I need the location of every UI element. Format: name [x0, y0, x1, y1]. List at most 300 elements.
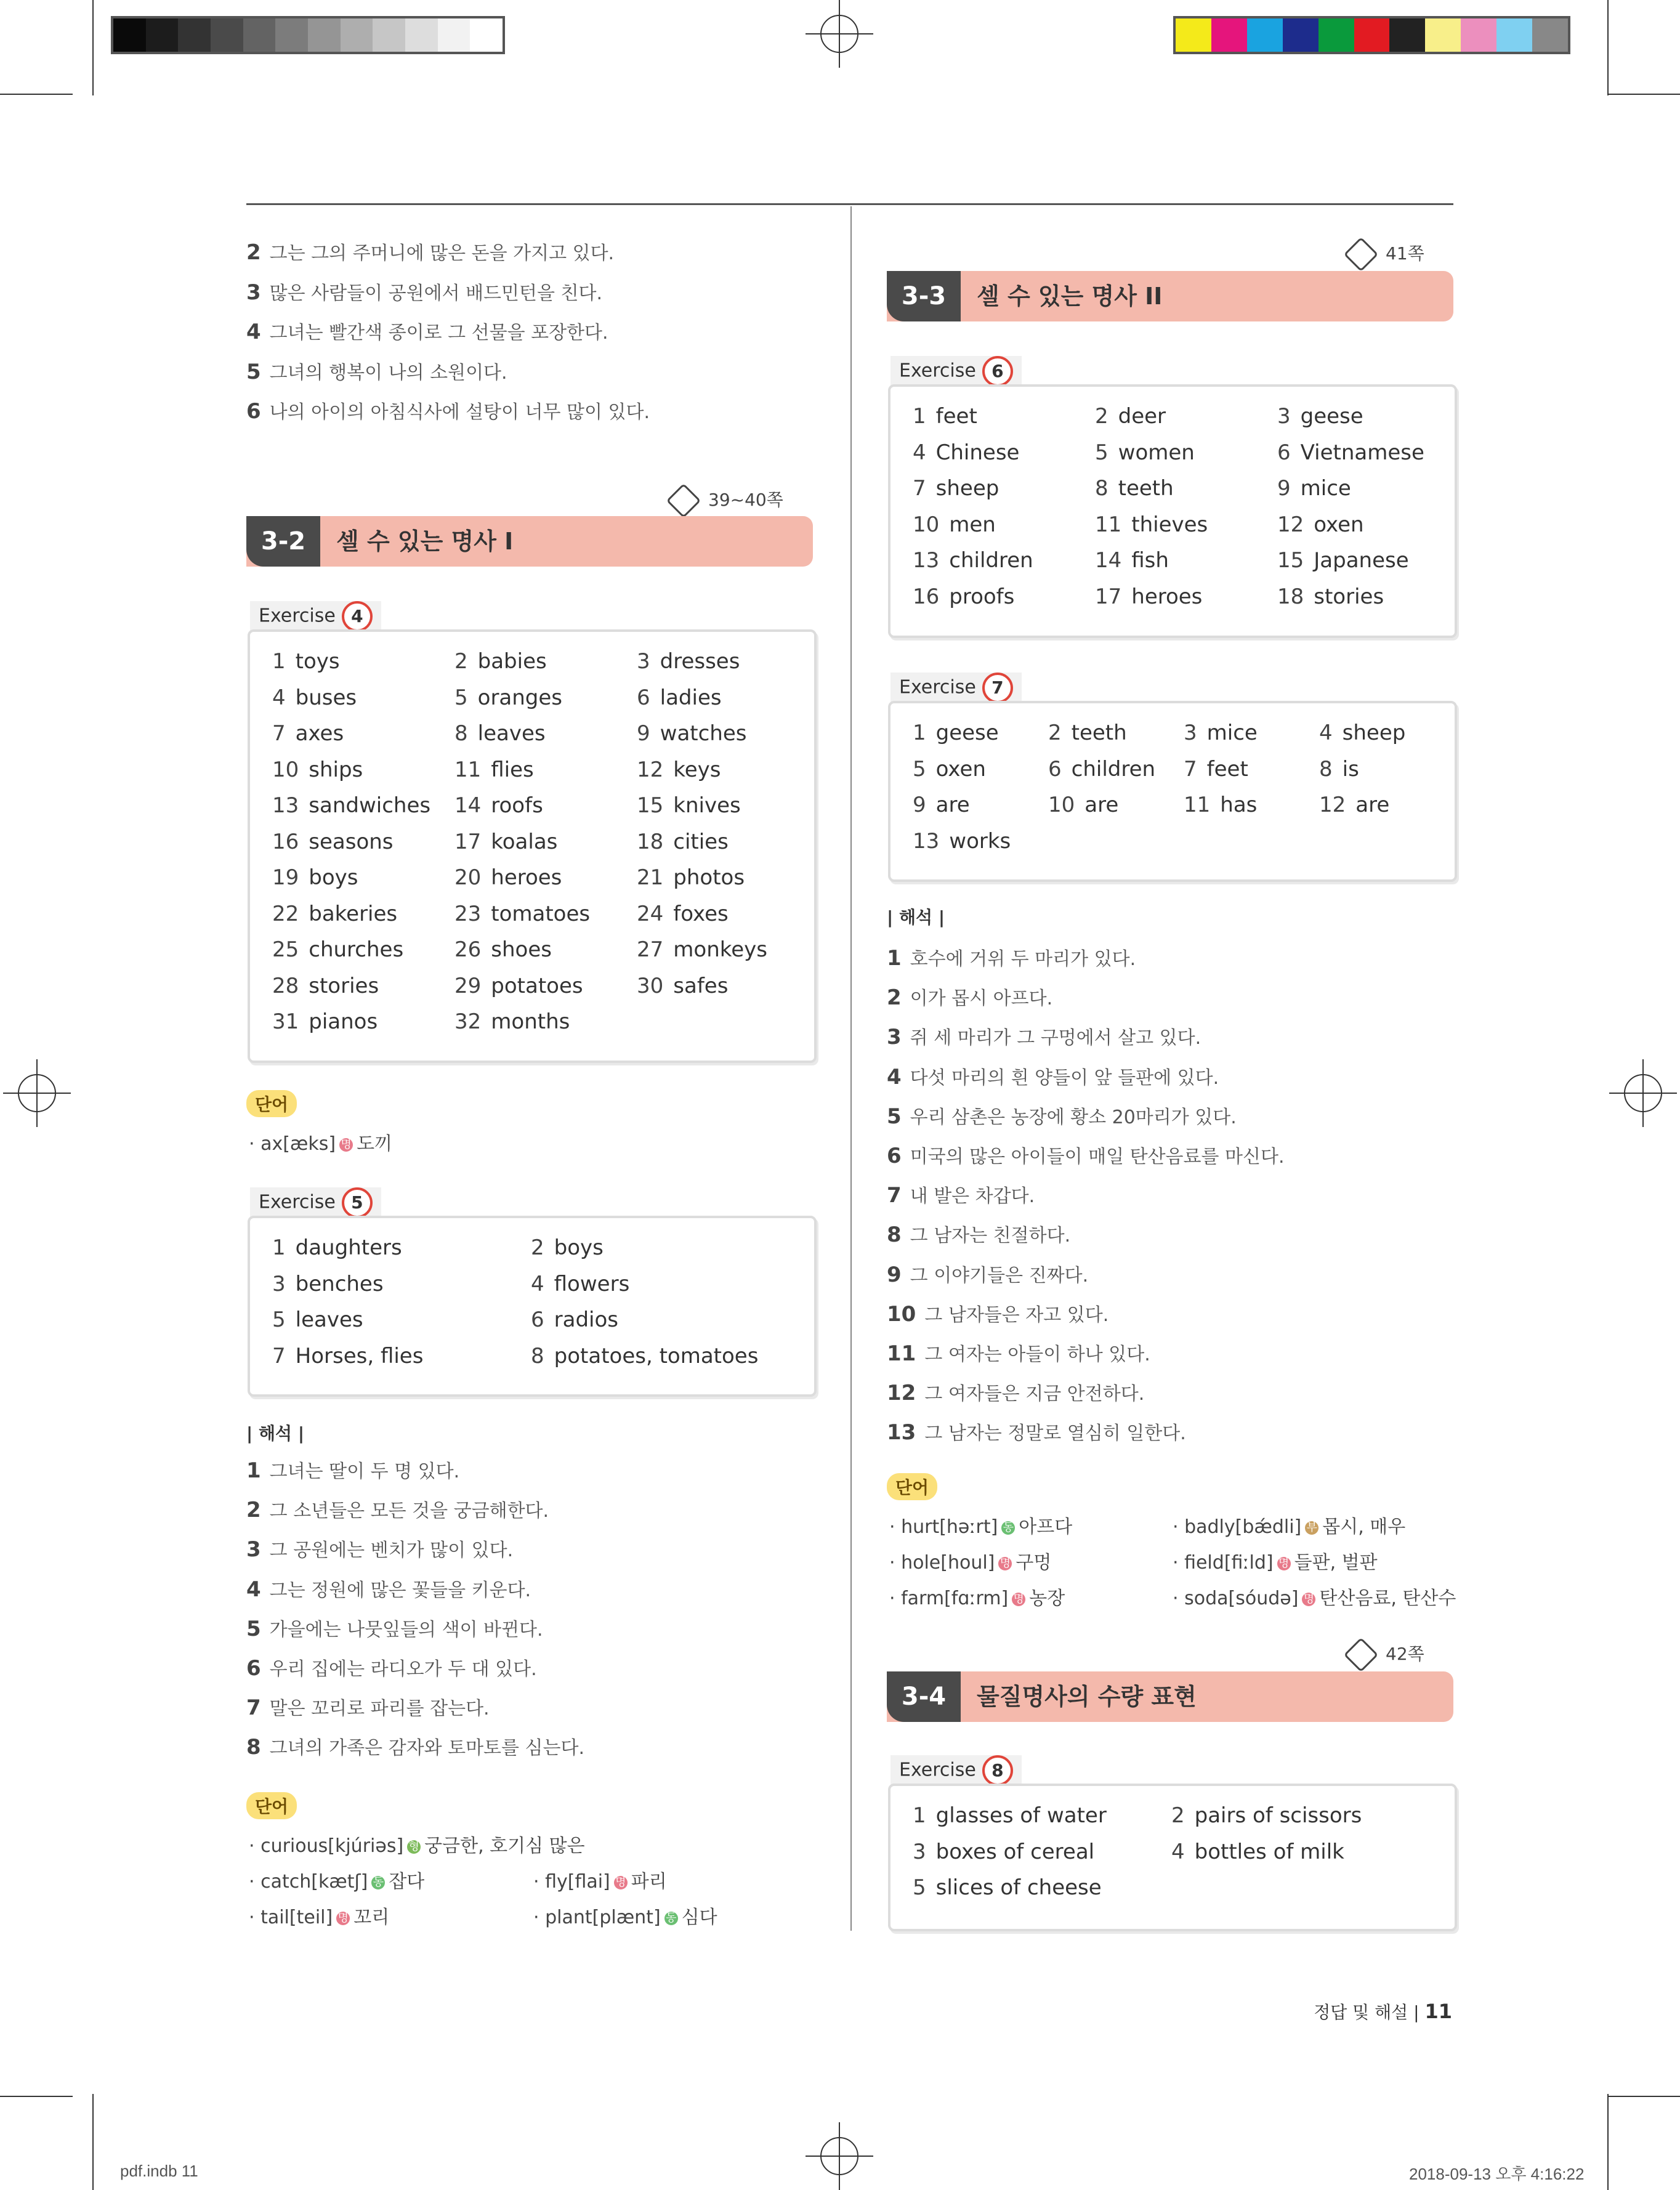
answer-text: geese [935, 721, 999, 745]
print-timestamp: 2018-09-13 오후 4:16:22 [1409, 2165, 1585, 2183]
answer-number: 9 [913, 793, 926, 817]
translation-item [246, 397, 650, 424]
answer-item [637, 685, 722, 710]
crop-mark [1607, 94, 1680, 95]
part-of-speech-badge: 명 [998, 1557, 1012, 1570]
color-swatch [1461, 18, 1496, 52]
answer-item [1048, 757, 1155, 782]
answer-text: ladies [660, 685, 722, 710]
answer-number: 17 [454, 829, 482, 854]
answer-text: watches [660, 721, 747, 746]
answer-item [1095, 512, 1208, 537]
vocab-pronunciation: [fɑːrm] [944, 1588, 1009, 1609]
answer-number: 9 [637, 721, 650, 746]
translation-item [887, 1299, 1109, 1327]
answer-number: 24 [637, 901, 664, 926]
item-text: 미국의 많은 아이들이 매일 탄산음료를 마신다. [910, 1146, 1285, 1168]
answer-item [1184, 793, 1257, 817]
answer-text: keys [673, 757, 721, 782]
answer-number: 13 [913, 828, 940, 854]
section-title: 셀 수 있는 명사 I [336, 528, 514, 555]
answer-number: 3 [913, 1839, 926, 1864]
vocab-meaning: 아프다 [1019, 1516, 1073, 1538]
vocab-pronunciation: [bǽdli] [1235, 1516, 1302, 1538]
page-reference: 41쪽 [1349, 240, 1424, 267]
exercise-4-box [248, 629, 817, 1063]
translation-item [887, 943, 1136, 971]
exercise-number-badge: 4 [342, 601, 373, 632]
answer-number: 13 [272, 793, 299, 818]
answer-number: 6 [1048, 756, 1062, 782]
vocab-entry: · curious[kjúriəs] 형 궁금한, 호기심 많은 [249, 1835, 585, 1857]
answer-text: Japanese [1314, 548, 1409, 573]
answer-text: sandwiches [309, 793, 431, 818]
answer-text: daughters [295, 1235, 402, 1260]
answer-number: 1 [272, 1235, 286, 1260]
vocab-word: hole [901, 1552, 941, 1574]
gray-swatch [308, 18, 341, 52]
answer-text: buses [295, 685, 357, 710]
vocab-word: curious [260, 1835, 328, 1857]
answer-item [454, 649, 547, 674]
item-number: 2 [246, 1498, 261, 1523]
color-swatch [1496, 18, 1532, 52]
answer-item [1277, 548, 1409, 573]
vocab-meaning: 파리 [631, 1871, 667, 1893]
answer-text: sheep [935, 476, 1000, 501]
pencil-icon [666, 483, 701, 519]
answer-number: 21 [637, 865, 664, 890]
grayscale-color-bar [111, 16, 505, 54]
answer-text: radios [554, 1307, 618, 1332]
item-text: 내 발은 차갑다. [910, 1186, 1035, 1208]
answer-number: 15 [1277, 548, 1304, 573]
answer-text: sheep [1342, 721, 1406, 745]
answer-text: tomatoes [491, 901, 591, 926]
part-of-speech-badge: 명 [614, 1876, 628, 1889]
answer-number: 30 [637, 973, 664, 998]
item-number: 1 [887, 946, 902, 971]
answer-item [454, 865, 562, 890]
answer-item [913, 829, 1011, 854]
answer-item [1277, 476, 1351, 501]
answer-number: 28 [272, 973, 299, 998]
answer-item [1277, 584, 1384, 609]
vocab-word: farm [901, 1588, 945, 1609]
answer-item [531, 1307, 618, 1332]
answer-number: 4 [1171, 1839, 1185, 1864]
translation-label: | 해석 | [246, 1423, 305, 1444]
answer-number: 13 [913, 548, 940, 573]
answer-item [454, 1009, 570, 1034]
translation-item [246, 238, 614, 265]
answer-text: mice [1206, 721, 1258, 745]
answer-item [637, 830, 729, 854]
part-of-speech-badge: 동 [371, 1876, 385, 1889]
item-text: 그는 그의 주머니에 많은 돈을 가지고 있다. [269, 243, 615, 264]
answer-number: 7 [272, 721, 286, 746]
answer-text: monkeys [673, 937, 767, 962]
answer-item [1277, 512, 1364, 537]
gray-swatch [146, 18, 179, 52]
item-text: 그 남자는 친절하다. [910, 1225, 1071, 1247]
answer-number: 9 [1277, 476, 1291, 501]
answer-number: 25 [272, 937, 299, 962]
answer-text: flies [491, 757, 534, 782]
answer-text: is [1342, 756, 1359, 782]
answer-number: 1 [272, 649, 286, 674]
answer-item [1171, 1840, 1344, 1864]
exercise-label: Exercise 6 [890, 356, 1022, 386]
answer-item [637, 974, 728, 998]
item-text: 그 소년들은 모든 것을 궁금해한다. [269, 1500, 549, 1522]
vocab-entry: · farm[fɑːrm] 명 농장 [889, 1588, 1065, 1609]
item-number: 3 [887, 1025, 902, 1050]
gray-swatch [243, 18, 276, 52]
answer-item [272, 830, 394, 854]
answer-item [637, 902, 729, 926]
answer-number: 4 [913, 440, 926, 465]
page-reference: 39~40쪽 [671, 487, 783, 513]
answer-item [1277, 404, 1363, 429]
answer-item [1319, 757, 1359, 782]
vocab-meaning: 심다 [681, 1907, 717, 1928]
answer-number: 1 [913, 721, 926, 745]
answer-item [272, 793, 430, 818]
answer-item [272, 649, 340, 674]
answer-number: 14 [1095, 548, 1122, 573]
crop-mark [0, 2096, 73, 2097]
answer-item [454, 830, 557, 854]
vocab-pronunciation: [houl] [940, 1552, 995, 1574]
answer-text: benches [295, 1271, 384, 1296]
vocab-entry: · field[fiːld] 명 들판, 벌판 [1173, 1552, 1378, 1574]
answer-item [454, 793, 543, 818]
item-text: 호수에 거위 두 마리가 있다. [910, 948, 1136, 970]
color-swatch [1283, 18, 1319, 52]
section-number: 3-4 [887, 1671, 961, 1722]
crop-mark [1607, 0, 1609, 95]
vocab-word: tail [260, 1907, 289, 1928]
vocab-meaning: 몹시, 매우 [1322, 1516, 1406, 1538]
translation-item [246, 1575, 531, 1602]
answer-item [1095, 476, 1174, 501]
answer-number: 2 [1171, 1803, 1185, 1828]
vocab-word: fly [545, 1871, 568, 1893]
answer-number: 20 [454, 865, 482, 890]
answer-item [913, 757, 986, 782]
answer-item [1184, 721, 1258, 745]
answer-text: has [1220, 793, 1258, 817]
translation-item [246, 278, 602, 305]
answer-text: leaves [477, 721, 546, 746]
answer-item [272, 902, 397, 926]
answer-number: 31 [272, 1009, 299, 1034]
answer-text: are [935, 793, 970, 817]
answer-text: feet [935, 404, 977, 429]
translation-item [887, 1378, 1144, 1405]
item-text: 그 공원에는 벤치가 많이 있다. [269, 1540, 514, 1562]
answer-item [272, 685, 357, 710]
item-text: 그녀의 행복이 나의 소원이다. [269, 362, 507, 384]
vocab-entry: · plant[plænt] 동 심다 [533, 1907, 717, 1928]
answer-item [272, 974, 379, 998]
crop-mark [0, 94, 73, 95]
answer-number: 12 [1277, 512, 1304, 537]
exercise-number-badge: 7 [982, 673, 1013, 703]
gray-swatch [405, 18, 438, 52]
item-number: 9 [887, 1262, 902, 1287]
answer-item [1095, 584, 1202, 609]
answer-item [637, 649, 740, 674]
answer-text: pianos [309, 1009, 378, 1034]
answer-number: 7 [913, 476, 926, 501]
item-number: 2 [887, 985, 902, 1011]
answer-text: months [491, 1009, 570, 1034]
answer-text: oxen [1314, 512, 1364, 537]
answer-item [1048, 793, 1118, 817]
color-swatch [1354, 18, 1390, 52]
section-title: 물질명사의 수량 표현 [977, 1683, 1197, 1710]
registration-mark [3, 1059, 71, 1127]
answer-item [1184, 757, 1248, 782]
registration-mark [1609, 1059, 1677, 1127]
vocab-pronunciation: [həːrt] [939, 1516, 998, 1538]
item-number: 11 [887, 1341, 916, 1366]
vocab-meaning: 도끼 [357, 1133, 393, 1155]
item-number: 5 [246, 359, 261, 384]
crop-mark [1607, 2094, 1609, 2190]
answer-number: 5 [272, 1307, 286, 1332]
answer-number: 4 [272, 685, 286, 710]
answer-number: 18 [637, 829, 664, 854]
answer-text: works [949, 828, 1011, 854]
translation-item [246, 1654, 537, 1681]
column-divider [850, 206, 852, 1931]
item-number: 6 [246, 399, 261, 424]
answer-item [272, 1307, 363, 1332]
crop-mark [92, 0, 94, 95]
answer-number: 10 [1048, 793, 1075, 817]
answer-text: fish [1131, 548, 1169, 573]
translation-item [246, 1456, 459, 1483]
header-rule [246, 203, 1453, 205]
section-number: 3-3 [887, 271, 961, 321]
answer-number: 23 [454, 901, 482, 926]
answer-text: heroes [491, 865, 562, 890]
gray-swatch [438, 18, 470, 52]
answer-item [637, 758, 721, 782]
answer-number: 19 [272, 865, 299, 890]
answer-item [637, 865, 745, 890]
answer-text: oranges [477, 685, 563, 710]
answer-item [272, 1344, 423, 1368]
section-header-3-4 [887, 1671, 1453, 1722]
answer-text: potatoes, tomatoes [554, 1343, 759, 1368]
answer-number: 5 [913, 1875, 926, 1900]
answer-number: 8 [1319, 756, 1333, 782]
answer-number: 6 [1277, 440, 1291, 465]
translation-item [246, 1732, 584, 1760]
answer-item [1095, 548, 1169, 573]
vocab-pronunciation: [sóudə] [1228, 1588, 1299, 1609]
exercise-label: Exercise 5 [250, 1187, 381, 1217]
translation-item [887, 983, 1052, 1010]
answer-text: Chinese [935, 440, 1020, 465]
vocab-meaning: 꼬리 [353, 1907, 390, 1928]
vocab-label: 단어 [246, 1792, 297, 1819]
item-number: 5 [887, 1104, 902, 1129]
answer-item [913, 440, 1019, 465]
answer-item [531, 1272, 629, 1296]
answer-text: churches [309, 937, 404, 962]
pencil-icon [1344, 237, 1379, 272]
answer-number: 5 [1095, 440, 1109, 465]
answer-text: dresses [660, 649, 740, 674]
section-header-3-2 [246, 516, 813, 567]
answer-number: 2 [1048, 721, 1062, 745]
answer-number: 4 [531, 1271, 544, 1296]
part-of-speech-badge: 동 [1001, 1521, 1015, 1535]
answer-number: 3 [1184, 721, 1197, 745]
gray-swatch [211, 18, 243, 52]
part-of-speech-badge: 동 [664, 1912, 678, 1925]
answer-item [272, 721, 344, 746]
answer-item [531, 1344, 758, 1368]
translation-item [887, 1418, 1186, 1445]
item-text: 가을에는 나뭇잎들의 색이 바뀐다. [269, 1618, 543, 1641]
part-of-speech-badge: 명 [339, 1138, 353, 1152]
color-swatch [1389, 18, 1425, 52]
item-text: 그 남자들은 자고 있다. [924, 1304, 1109, 1326]
answer-number: 3 [1277, 404, 1291, 429]
part-of-speech-badge: 명 [1302, 1593, 1315, 1606]
item-number: 3 [246, 280, 261, 305]
vocab-meaning: 궁금한, 호기심 많은 [424, 1835, 585, 1857]
exercise-label: Exercise 4 [250, 601, 381, 631]
answer-number: 32 [454, 1009, 482, 1034]
answer-text: mice [1300, 476, 1351, 501]
answer-text: are [1084, 793, 1119, 817]
item-number: 7 [246, 1695, 261, 1721]
section-header-3-3 [887, 271, 1453, 321]
answer-item [454, 721, 546, 746]
answer-number: 3 [272, 1271, 286, 1296]
vocab-entry: · catch[kætʃ] 동 잡다 [249, 1871, 425, 1893]
answer-text: seasons [309, 829, 394, 854]
file-name: pdf.indb 11 [120, 2162, 198, 2180]
item-text: 그 남자는 정말로 열심히 일한다. [924, 1423, 1186, 1445]
answer-number: 22 [272, 901, 299, 926]
answer-number: 2 [531, 1235, 544, 1260]
translation-label: | 해석 | [887, 907, 945, 927]
answer-item [454, 902, 590, 926]
answer-item [272, 937, 403, 962]
vocab-meaning: 들판, 벌판 [1294, 1552, 1378, 1574]
answer-item [1048, 721, 1127, 745]
answer-number: 11 [454, 757, 482, 782]
answer-text: stories [309, 973, 379, 998]
answer-number: 11 [1184, 793, 1211, 817]
item-text: 그녀는 딸이 두 명 있다. [269, 1461, 460, 1482]
vocab-word: field [1184, 1552, 1224, 1574]
answer-text: potatoes [491, 973, 583, 998]
color-swatch [1247, 18, 1283, 52]
exercise-number-badge: 6 [982, 356, 1013, 387]
answer-text: geese [1300, 404, 1363, 429]
translation-item [887, 1062, 1219, 1089]
answer-item [272, 1272, 384, 1296]
answer-item [1319, 793, 1389, 817]
answer-text: foxes [673, 901, 729, 926]
vocab-meaning: 농장 [1029, 1588, 1065, 1609]
answer-text: cities [673, 829, 729, 854]
answer-number: 1 [913, 404, 926, 429]
vocab-word: catch [260, 1871, 312, 1893]
item-text: 나의 아이의 아침식사에 설탕이 너무 많이 있다. [269, 402, 650, 423]
gray-swatch [275, 18, 308, 52]
exercise-label: Exercise 8 [890, 1755, 1022, 1785]
answer-text: roofs [491, 793, 543, 818]
answer-text: heroes [1131, 584, 1203, 609]
answer-text: axes [295, 721, 344, 746]
answer-text: proofs [949, 584, 1015, 609]
gray-swatch [178, 18, 211, 52]
vocab-pronunciation: [fiːld] [1224, 1552, 1274, 1574]
vocab-entry: · ax[æks] 명 도끼 [249, 1133, 393, 1155]
exercise-5-box [248, 1216, 817, 1397]
item-text: 쥐 세 마리가 그 구멍에서 살고 있다. [910, 1027, 1201, 1049]
answer-text: children [949, 548, 1033, 573]
translation-item [887, 1102, 1237, 1129]
answer-item [913, 512, 996, 537]
color-swatch [1211, 18, 1247, 52]
item-number: 5 [246, 1616, 261, 1641]
answer-number: 6 [637, 685, 650, 710]
gray-swatch [341, 18, 373, 52]
vocab-word: soda [1184, 1588, 1229, 1609]
answer-number: 18 [1277, 584, 1304, 609]
vocab-label: 단어 [246, 1090, 297, 1117]
part-of-speech-badge: 명 [1277, 1557, 1291, 1570]
answer-item [913, 476, 999, 501]
answer-number: 11 [1095, 512, 1122, 537]
answer-text: teeth [1118, 476, 1174, 501]
gray-swatch [113, 18, 146, 52]
answer-item [913, 1840, 1094, 1864]
registration-mark [806, 0, 873, 68]
vocab-meaning: 구멍 [1016, 1552, 1052, 1574]
exercise-label: Exercise 7 [890, 673, 1022, 702]
vocab-entry: · tail[teil] 명 꼬리 [249, 1907, 390, 1928]
translation-item [246, 1535, 513, 1562]
answer-number: 12 [1319, 793, 1346, 817]
exercise-number-badge: 5 [342, 1187, 373, 1218]
item-text: 그녀는 빨간색 종이로 그 선물을 포장한다. [269, 322, 608, 344]
item-text: 다섯 마리의 흰 양들이 앞 들판에 있다. [910, 1067, 1219, 1089]
answer-number: 16 [272, 829, 299, 854]
answer-item [454, 974, 583, 998]
answer-number: 10 [272, 757, 299, 782]
item-text: 우리 집에는 라디오가 두 대 있다. [269, 1659, 537, 1680]
answer-item [272, 758, 363, 782]
answer-text: deer [1118, 404, 1166, 429]
answer-text: babies [477, 649, 547, 674]
answer-item [1095, 404, 1166, 429]
answer-text: koalas [491, 829, 558, 854]
color-swatch [1425, 18, 1461, 52]
vocab-pronunciation: [kætʃ] [311, 1871, 368, 1893]
